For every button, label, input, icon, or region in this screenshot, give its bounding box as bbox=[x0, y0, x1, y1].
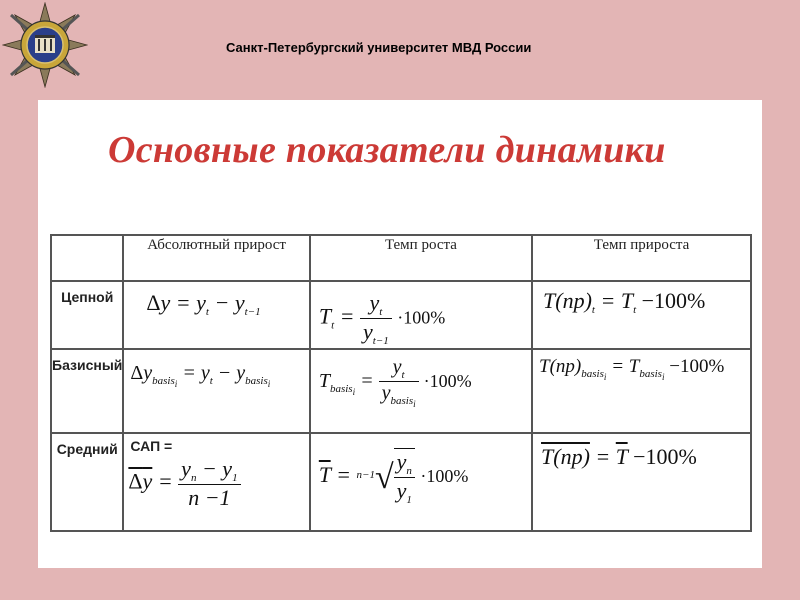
university-name: Санкт-Петербургский университет МВД России bbox=[226, 40, 532, 55]
formula-basis-absolute: $\Delta y_{basis_i} = y_t - y_{basis_i}$ bbox=[123, 349, 309, 433]
table-header-absolute-growth: Абсолютный прирост bbox=[123, 235, 309, 281]
table-row bbox=[51, 281, 751, 349]
slide-title: Основные показатели динамики bbox=[108, 129, 666, 171]
row-label-chain: Цепной bbox=[51, 281, 123, 349]
table-header-row bbox=[51, 235, 751, 281]
table-row bbox=[51, 433, 751, 531]
slide-panel bbox=[38, 100, 762, 568]
table-row bbox=[51, 349, 751, 433]
formula-average-increase-rate: $T(np) = \overline{T} -100\%$ bbox=[532, 433, 751, 531]
table-header-increase-rate: Темп прироста bbox=[532, 235, 751, 281]
row-label-basis: Базисный bbox=[51, 349, 123, 433]
formula-chain-absolute: $\Delta y = y_t - y_{t-1}$ bbox=[123, 281, 309, 349]
formula-basis-increase-rate: $T(np)_{basis_i} = T_{basis_i} -100\%$ bbox=[532, 349, 751, 433]
formula-average-growth-rate: $\overline{T} = n-1√$ $\frac{y_n}{y_1}$ ·100% bbox=[310, 433, 532, 531]
formula-chain-increase-rate: $T(np)_t = T_t -100\%$ bbox=[532, 281, 751, 349]
sap-label: САП = bbox=[130, 438, 173, 454]
formula-chain-growth-rate: $T_t$ = $\frac{y_t}{y_{t-1}}$ ·100% bbox=[310, 281, 532, 349]
table-header-growth-rate: Темп роста bbox=[310, 235, 532, 281]
row-label-average: Средний bbox=[51, 433, 123, 531]
formula-average-absolute: САП = Δy = $\frac{y_n - y_1}{n -1}$ bbox=[123, 433, 309, 531]
formula-basis-growth-rate: $T_{basis_i}$ = $\frac{y_t}{y_{basis_i}}$ ·100% bbox=[310, 349, 532, 433]
table-header-empty bbox=[51, 235, 123, 281]
dynamics-table bbox=[50, 234, 752, 532]
university-emblem-icon bbox=[2, 2, 88, 88]
